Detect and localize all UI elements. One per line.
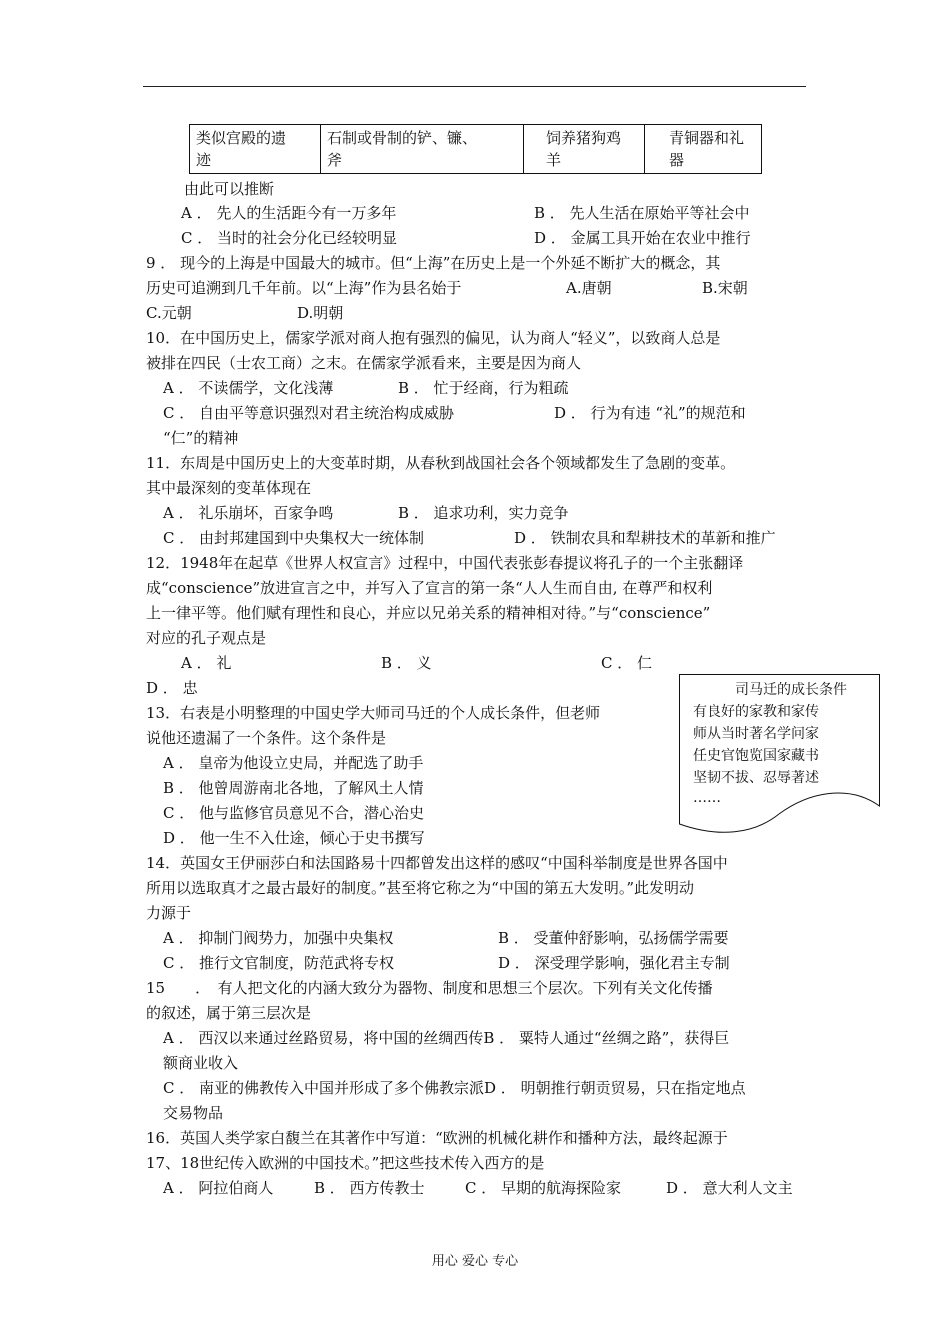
q10-option-d: D ． 行为有违 “礼”的规范和 — [554, 404, 746, 422]
q15-line2: 的叙述，属于第三层次是 — [146, 1004, 312, 1022]
q13-line2: 说他还遗漏了一个条件。这个条件是 — [146, 729, 387, 747]
table-cell: 饲养猪狗鸡 羊 — [524, 125, 645, 174]
q15-options-cd-cont: 交易物品 — [163, 1104, 224, 1122]
q11-option-a: A ． 礼乐崩坏，百家争鸣 — [163, 504, 334, 522]
q10-line2: 被排在四民（士农工商）之末。在儒家学派看来，主要是因为商人 — [146, 354, 582, 372]
q9-option-a: A.唐朝 — [566, 279, 612, 297]
table-cell: 石制或骨制的铲、镰、 斧 — [321, 125, 524, 174]
q10-option-b: B ． 忙于经商，行为粗疏 — [398, 379, 569, 397]
q11-line1: 11．东周是中国历史上的大变革时期，从春秋到战国社会各个领域都发生了急剧的变革。 — [146, 454, 736, 472]
q8-option-b: B ． 先人生活在原始平等社会中 — [534, 204, 750, 222]
q13-option-a: A ． 皇帝为他设立史局，并配选了助手 — [163, 754, 424, 772]
q10-line1: 10．在中国历史上，儒家学派对商人抱有强烈的偏见，认为商人“轻义”，以致商人总是 — [146, 329, 721, 347]
q16-option-a: A ． 阿拉伯商人 — [163, 1179, 274, 1197]
box-line: 任史官饱览国家藏书 — [693, 748, 819, 764]
q12-option-d: D ． 忠 — [146, 679, 198, 697]
q13-option-c: C ． 他与监修官员意见不合，潜心治史 — [163, 804, 425, 822]
box-title: 司马迁的成长条件 — [735, 682, 847, 698]
q15-options-ab-cont: 额商业收入 — [163, 1054, 239, 1072]
q16-option-c: C ． 早期的航海探险家 — [465, 1179, 622, 1197]
q13-option-b: B ． 他曾周游南北各地，了解风土人情 — [163, 779, 424, 797]
q11-option-c: C ． 由封邦建国到中央集权大一统体制 — [163, 529, 425, 547]
page-footer: 用心 爱心 专心 — [431, 1254, 519, 1269]
q11-option-d: D ． 铁制农具和犁耕技术的革新和推广 — [514, 529, 776, 547]
q13-option-d: D ． 他一生不入仕途，倾心于史书撰写 — [163, 829, 425, 847]
q12-option-c: C ． 仁 — [601, 654, 653, 672]
table-cell: 青铜器和礼 器 — [645, 125, 762, 174]
q16-option-d: D ． 意大利人文主 — [666, 1179, 793, 1197]
box-line: …… — [693, 790, 721, 806]
q16-option-b: B ． 西方传教士 — [314, 1179, 425, 1197]
q12-line3: 上一律平等。他们赋有理性和良心，并应以兄弟关系的精神相对待。”与“conscience” — [146, 604, 711, 622]
q12-option-b: B ． 义 — [381, 654, 432, 672]
q14-line2: 所用以选取真才之最古最好的制度。”甚至将它称之为“中国的第五大发明。”此发明动 — [146, 879, 695, 897]
q14-line1: 14．英国女王伊丽莎白和法国路易十四都曾发出这样的感叹“中国科举制度是世界各国中 — [146, 854, 728, 872]
box-line: 坚韧不拔、忍辱著述 — [693, 770, 819, 786]
q11-option-b: B ． 追求功利，实力竞争 — [398, 504, 569, 522]
q14-option-d: D ． 深受理学影响，强化君主专制 — [498, 954, 730, 972]
q15-options-cd: C ． 南亚的佛教传入中国并形成了多个佛教宗派D ． 明朝推行朝贡贸易，只在指定地点 — [163, 1079, 746, 1097]
q10-option-a: A ． 不读儒学，文化浅薄 — [163, 379, 334, 397]
sima-qian-conditions-box — [679, 674, 880, 836]
table-row — [190, 125, 762, 174]
q8-stem: 由此可以推断 — [184, 180, 275, 198]
q9-option-c: C.元朝 — [146, 304, 192, 322]
q14-option-a: A ． 抑制门阀势力，加强中央集权 — [163, 929, 394, 947]
q14-option-b: B ． 受董仲舒影响，弘扬儒学需要 — [498, 929, 729, 947]
q15-line1: 15 ． 有人把文化的内涵大致分为器物、制度和思想三个层次。下列有关文化传播 — [146, 979, 713, 997]
q13-line1: 13．右表是小明整理的中国史学大师司马迁的个人成长条件，但老师 — [146, 704, 601, 722]
q10-option-d-cont: “仁”的精神 — [163, 429, 239, 447]
q14-line3: 力源于 — [146, 904, 192, 922]
q8-option-d: D ． 金属工具开始在农业中推行 — [534, 229, 751, 247]
q12-line1: 12．1948年在起草《世界人权宣言》过程中，中国代表张彭春提议将孔子的一个主张翻译 — [146, 554, 744, 572]
q9-line1: 9 ． 现今的上海是中国最大的城市。但“上海”在历史上是一个外延不断扩大的概念，其 — [146, 254, 721, 272]
q11-line2: 其中最深刻的变革体现在 — [146, 479, 312, 497]
archaeology-table — [189, 124, 762, 174]
q9-line2: 历史可追溯到几千年前。以“上海”作为县名始于 — [146, 279, 462, 297]
q12-option-a: A ． 礼 — [181, 654, 232, 672]
q10-option-c: C ． 自由平等意识强烈对君主统治构成威胁 — [163, 404, 455, 422]
box-line: 师从当时著名学问家 — [693, 726, 819, 742]
q12-line4: 对应的孔子观点是 — [146, 629, 267, 647]
q9-option-b: B.宋朝 — [702, 279, 748, 297]
q8-option-c: C ． 当时的社会分化已经较明显 — [181, 229, 398, 247]
header-rule — [143, 86, 806, 87]
q16-line1: 16．英国人类学家白馥兰在其著作中写道：“欧洲的机械化耕作和播种方法，最终起源于 — [146, 1129, 728, 1147]
box-line: 有良好的家教和家传 — [693, 704, 819, 720]
q9-option-d: D.明朝 — [297, 304, 344, 322]
q14-option-c: C ． 推行文官制度，防范武将专权 — [163, 954, 395, 972]
q16-line2: 17、18世纪传入欧洲的中国技术。”把这些技术传入西方的是 — [146, 1154, 545, 1172]
q15-options-ab: A ． 西汉以来通过丝路贸易，将中国的丝绸西传B ． 粟特人通过“丝绸之路”，获得巨 — [163, 1029, 730, 1047]
q12-line2: 成“conscience”放进宣言之中，并写入了宣言的第一条“人人生而自由, 在尊严和权利 — [146, 579, 713, 597]
table-cell: 类似宫殿的遗 迹 — [190, 125, 321, 174]
q8-option-a: A ． 先人的生活距今有一万多年 — [181, 204, 397, 222]
